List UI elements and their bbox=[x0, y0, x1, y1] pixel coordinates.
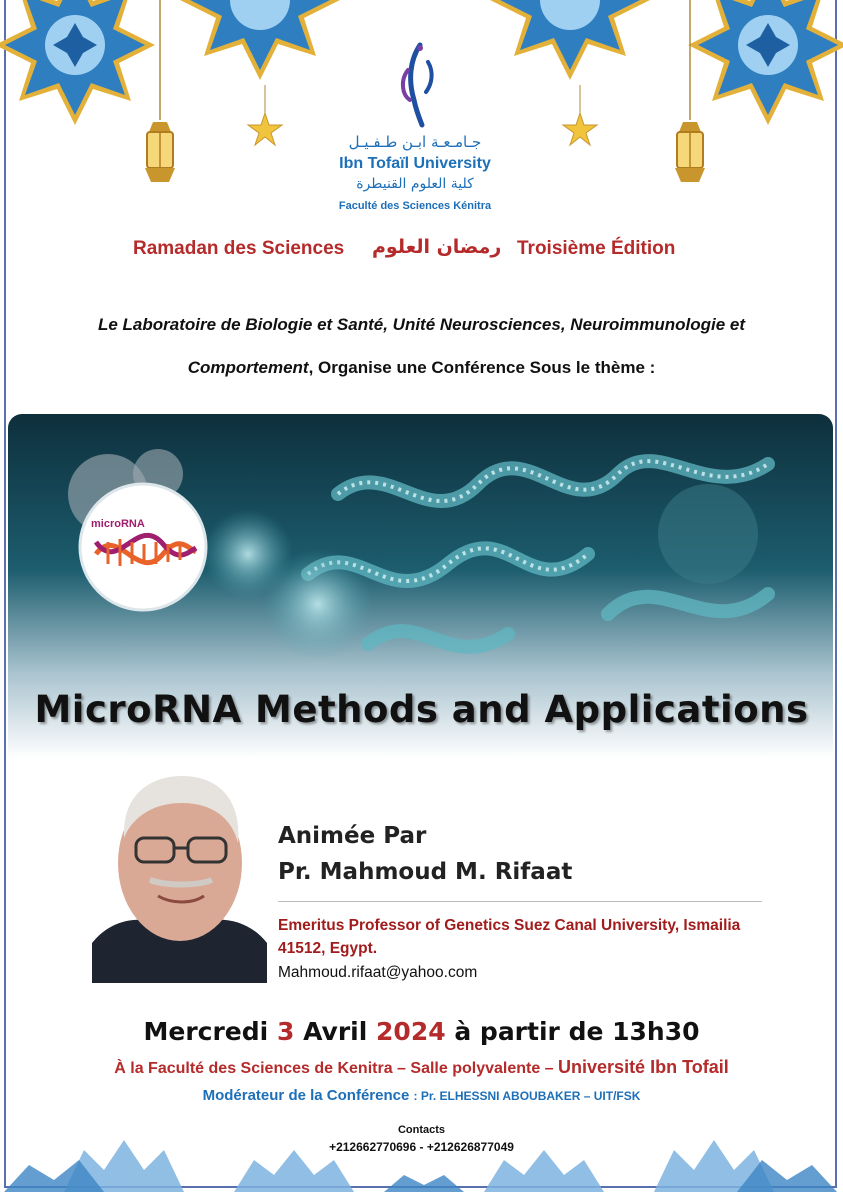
venue-location: À la Faculté des Sciences de Kenitra – Salle polyvalente – bbox=[114, 1060, 554, 1077]
lantern-icon-left bbox=[135, 0, 185, 190]
contacts-label: Contacts bbox=[397, 1124, 446, 1136]
event-date-number: 3 bbox=[276, 1017, 295, 1046]
divider bbox=[278, 901, 762, 902]
animated-by-label: Animée Par bbox=[278, 823, 427, 849]
university-name-english: Ibn Tofaïl University bbox=[339, 155, 491, 172]
moderator-name: : Pr. ELHESSNI ABOUBAKER – UIT/FSK bbox=[413, 1089, 641, 1103]
event-date bbox=[20, 1017, 823, 1046]
moderator-line bbox=[20, 1087, 823, 1104]
event-day: Mercredi bbox=[143, 1017, 269, 1046]
event-series-arabic: رمضان العلوم bbox=[372, 236, 502, 258]
event-edition: Troisième Édition bbox=[517, 238, 676, 259]
speaker-affiliation-line-2: 41512, Egypt. bbox=[278, 940, 378, 957]
contacts-phones: +212662770696 - +212626877049 bbox=[329, 1140, 514, 1154]
speaker-affiliation-line-1: Emeritus Professor of Genetics Suez Canal University, Ismailia bbox=[278, 917, 741, 934]
event-month: Avril bbox=[303, 1017, 368, 1046]
university-name-arabic: جـامـعـة ابـن طـفـيـل bbox=[348, 133, 482, 151]
faculty-name-arabic: كلية العلوم القنيطرة bbox=[356, 176, 474, 192]
ornament-top-center-left bbox=[170, 0, 350, 80]
microrna-badge-label: microRNA bbox=[91, 518, 145, 530]
event-series-title: Ramadan des Sciences bbox=[133, 238, 345, 259]
lantern-icon-right bbox=[665, 0, 715, 190]
organizer-theme-lead: , Organise une Conférence Sous le thème : bbox=[308, 358, 656, 377]
organizer-lab-name: Comportement bbox=[187, 358, 309, 377]
university-logo bbox=[380, 40, 460, 130]
conference-title: MicroRNA Methods and Applications bbox=[34, 688, 809, 731]
event-venue bbox=[20, 1057, 823, 1078]
moderator-label: Modérateur de la Conférence bbox=[202, 1087, 410, 1104]
organizer-line-1: Le Laboratoire de Biologie et Santé, Unité Neurosciences, Neuroimmunologie et bbox=[97, 315, 746, 334]
speaker-name: Pr. Mahmoud M. Rifaat bbox=[278, 859, 573, 885]
star-icon-left bbox=[245, 85, 285, 155]
event-time: à partir de 13h30 bbox=[454, 1017, 700, 1046]
speaker-email[interactable]: Mahmoud.rifaat@yahoo.com bbox=[278, 964, 478, 981]
venue-university: Université Ibn Tofail bbox=[558, 1057, 729, 1077]
star-icon-right bbox=[560, 85, 600, 155]
ornament-top-center-right bbox=[480, 0, 660, 80]
event-year: 2024 bbox=[376, 1017, 446, 1046]
organizer-line-2 bbox=[20, 358, 823, 378]
faculty-name-french: Faculté des Sciences Kénitra bbox=[338, 200, 492, 212]
speaker-photo bbox=[92, 768, 267, 983]
